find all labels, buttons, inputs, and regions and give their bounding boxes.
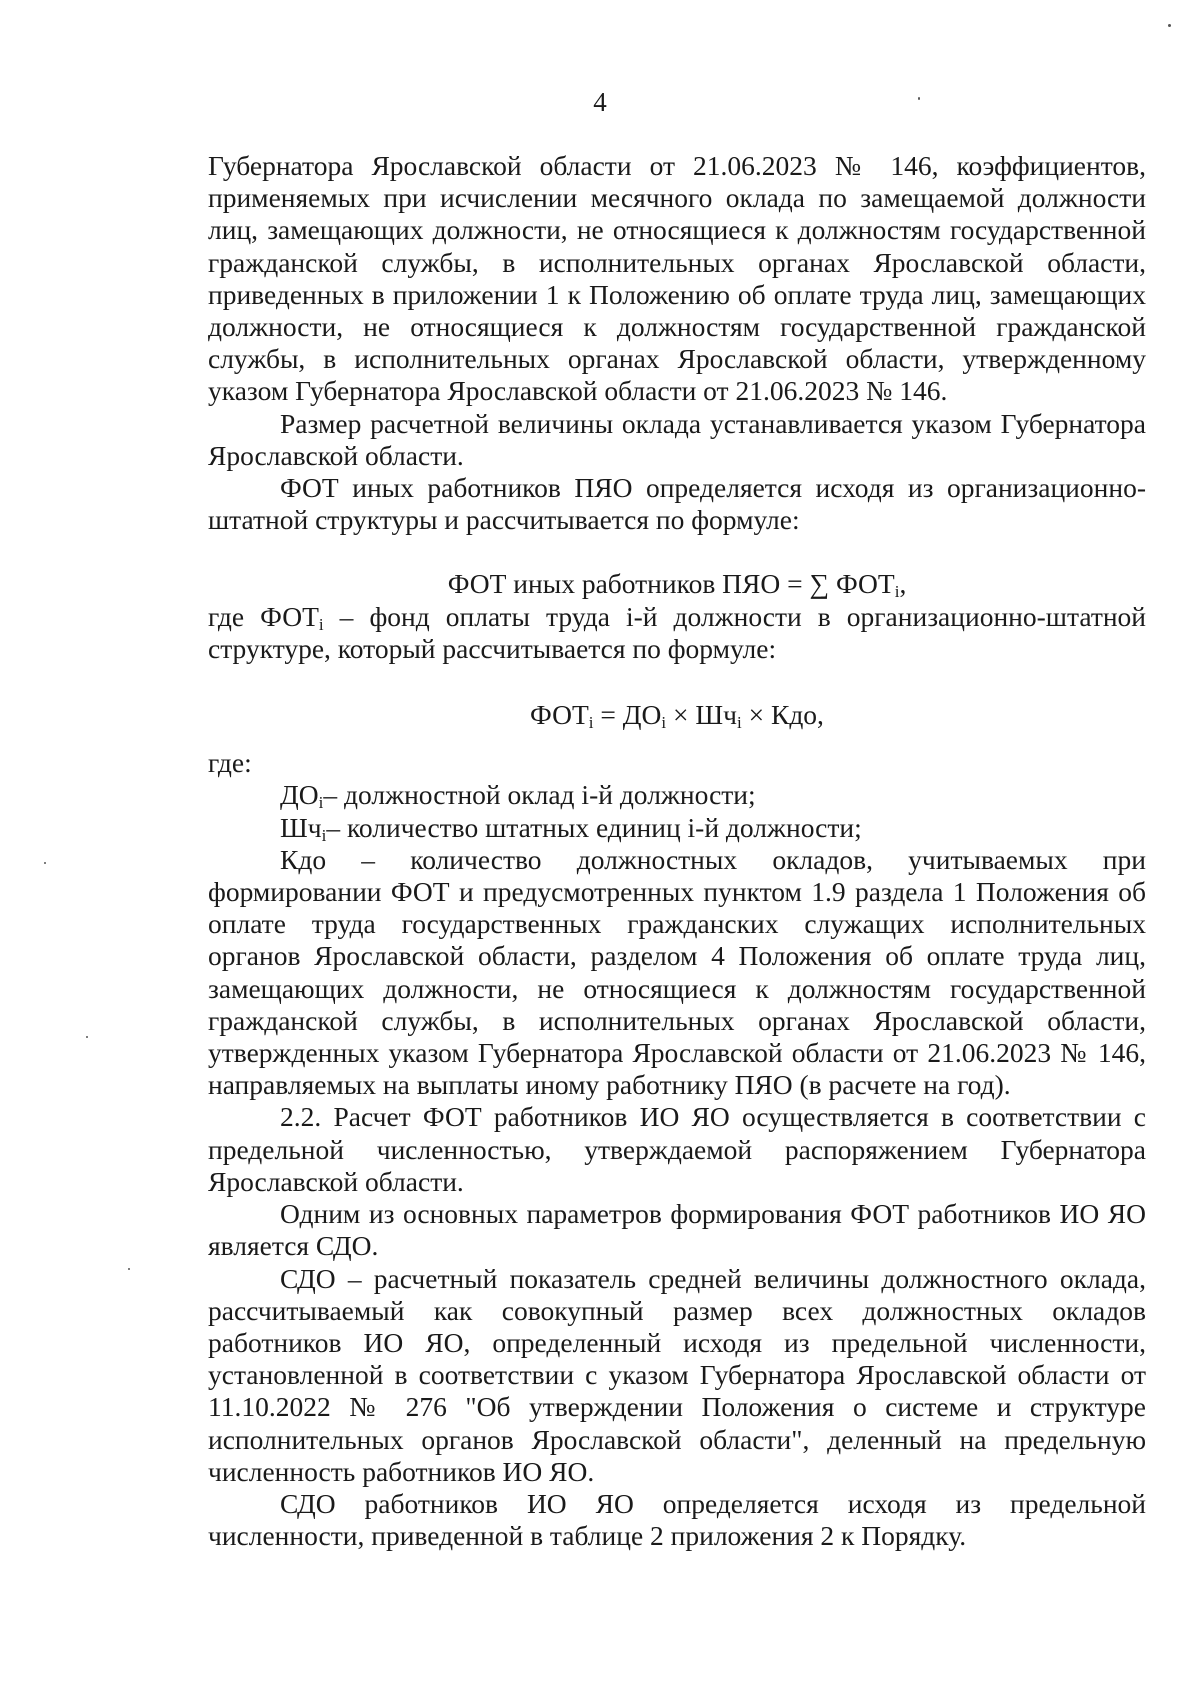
scan-speck [128,1268,130,1270]
formula-fot-i [208,699,1146,731]
paragraph-continuation: Губернатора Ярославской области от 21.06.2023 № 146, коэффициентов, применяемых при исчислении месячного оклада по замещаемой должности лиц, замещающих должности, не относящиеся к должностям государственной гражданской службы, в исполнительных органах Ярославской области, приведенных в приложении 1 к Положению об оплате труда лиц, замещающих должности, не относящиеся к должностям государственной гражданской службы, в исполнительных органах Ярославской области, утвержденному указом Губернатора Ярославской области от 21.06.2023 № 146. [208,150,1146,407]
formula-fot-i-kdo: × Кдо, [741,699,824,731]
paragraph-fot-other-workers: ФОТ иных работников ПЯО определяется исходя из организационно-штатной структуры и рассчитывается по формуле: [208,472,1146,536]
fot-i-description: – фонд оплаты труда i-й должности в организационно-штатной структуре, который рассчитывается по формуле: [208,600,1147,664]
do-term: ДО [280,779,319,811]
do-description: – должностной оклад i-й должности; [323,779,756,811]
page-number: 4 [593,87,607,117]
scan-speck [1168,24,1171,27]
paragraph-sdo-definition: СДО – расчетный показатель средней величины должностного оклада, рассчитываемый как совокупный размер всех должностных окладов работников ИО ЯО, определенный исходя из предельной численности, установленной в соответствии с указом Губернатора Ярославской области от 11.10.2022 № 276 "Об утверждении Положения о системе и структуре исполнительных органов Ярославской области", деленный на предельную численность работников ИО ЯО. [208,1262,1146,1487]
formula-fot-i-do-index: i [661,713,667,733]
formula-fot-i-lhs-index: i [588,713,594,733]
paragraph-fot-i-definition [208,601,1146,665]
scan-speck [44,862,46,864]
formula-fot-i-shch-index: i [736,713,742,733]
paragraph-salary-size: Размер расчетной величины оклада устанавливается указом Губернатора Ярославской области. [208,407,1146,471]
paragraph-2-2: 2.2. Расчет ФОТ работников ИО ЯО осуществляется в соответствии с предельной численностью, утверждаемой распоряжением Губернатора Ярославской области. [208,1101,1146,1197]
definition-shch [208,812,1146,844]
formula-fot-sum-tail: , [899,568,907,600]
shch-index: i [321,825,327,845]
paragraph-where: где: [208,747,252,779]
definition-do [208,779,1146,811]
formula-fot-sum-lhs: ФОТ иных работников ПЯО = ∑ ФОТ [447,568,895,600]
paragraph-sdo-determination: СДО работников ИО ЯО определяется исходя из предельной численности, приведенной в таблице 2 приложения 2 к Порядку. [208,1487,1146,1552]
formula-fot-i-lhs: ФОТ [530,699,589,731]
formula-fot-sum-index: i [894,582,900,602]
do-index: i [318,793,324,813]
shch-description: – количество штатных единиц i-й должности; [326,811,862,843]
definition-kdo-lead: Кдо – количество должностных окладов, учитываемых при [280,843,1146,875]
fot-i-index: i [318,614,324,634]
document-body [208,150,1146,1552]
definition-kdo-body: формировании ФОТ и предусмотренных пунктом 1.9 раздела 1 Положения об оплате труда государственных гражданских служащих исполнительных органов Ярославской области, разделом 4 Положения об оплате труда лиц, замещающих должности, не относящиеся к должностям государственной гражданской службы, в исполнительных органах Ярославской области, утвержденных указом Губернатора Ярославской области от 21.06.2023 № 146, направляемых на выплаты иному работнику ПЯО (в расчете на год). [208,876,1146,1101]
fot-i-term: где ФОТ [208,600,319,632]
paragraph-sdo-parameter: Одним из основных параметров формирования ФОТ работников ИО ЯО является СДО. [208,1198,1146,1262]
formula-fot-i-do: = ДО [593,699,662,731]
formula-fot-sum [208,568,1146,600]
formula-fot-i-shch: × Шч [666,699,737,731]
scan-speck [86,1036,88,1038]
shch-term: Шч [280,811,322,843]
scan-speck [918,97,920,100]
